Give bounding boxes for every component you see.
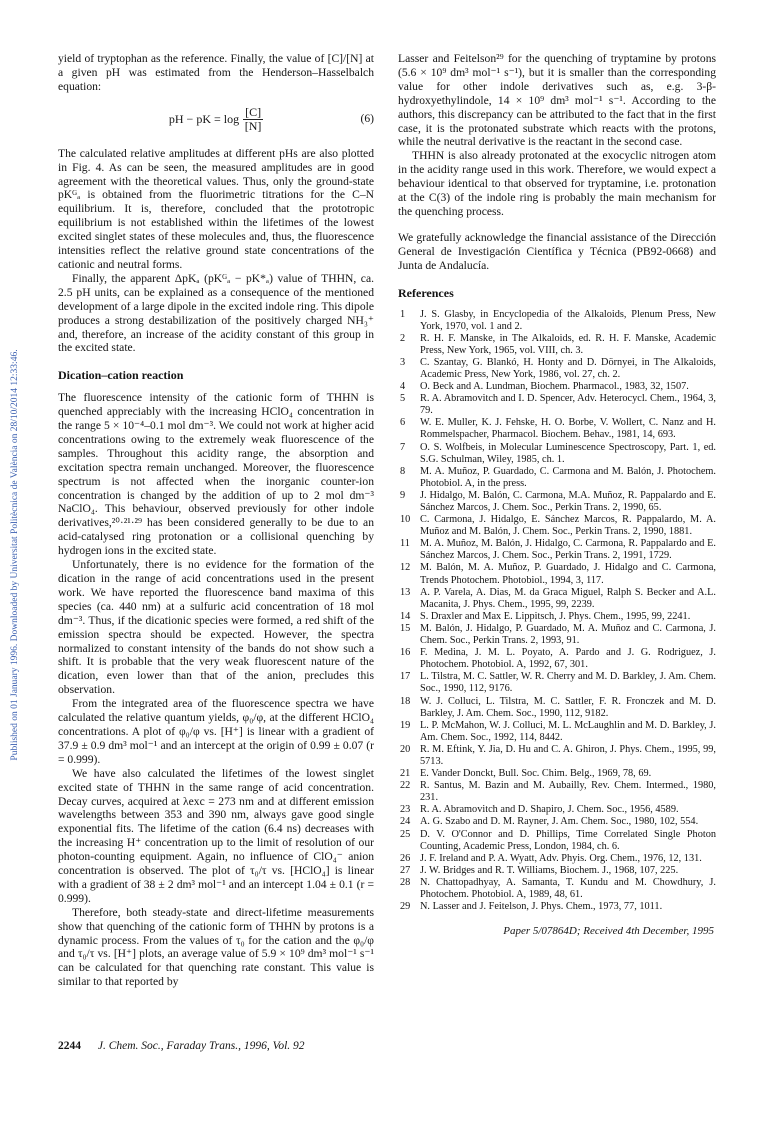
- references-heading: References: [398, 285, 454, 300]
- reference-text: J. S. Glasby, in Encyclopedia of the Alkaloids, Plenum Press, New York, 1970, vol. 1 and 2.: [420, 308, 716, 332]
- equation-denominator: [N]: [244, 119, 262, 134]
- journal-citation: J. Chem. Soc., Faraday Trans., 1996, Vol. 92: [97, 1040, 305, 1052]
- reference-text: J. Hidalgo, M. Balón, C. Carmona, M.A. Muñoz, R. Pappalardo and E. Sánchez Marcos, J. Chem. Soc., Perkin Trans. 2, 1990, 65.: [420, 489, 716, 513]
- reference-item: [398, 768, 716, 780]
- reference-text: C. Szantay, G. Blankó, H. Honty and D. Dörnyei, in The Alkaloids, Academic Press, New York, 1986, vol. 27, ch. 2.: [420, 356, 716, 380]
- reference-item: [398, 901, 716, 913]
- reference-item: [398, 417, 716, 441]
- body-paragraph: Unfortunately, there is no evidence for the formation of the dication in the range of acid concentrations used in the present work. We have reported the fluorescence band maxima of this species (ca. 440 nm) at a sulfuric acid concentration of 18 mol dm⁻³. Thus, if the dicationic species were formed, a red shift of the emission spectra should be expected. However, the spectra normalized to constant intensity of the bands do not show such a shift. It is probable that the very weak fluorescent nature of the dication, even lower than that of the anion, precludes this observation.: [58, 558, 374, 697]
- reference-text: F. Medina, J. M. L. Poyato, A. Pardo and J. G. Rodriguez, J. Photochem. Photobiol. A, 1992, 67, 301.: [420, 647, 716, 671]
- reference-text: R. H. F. Manske, in The Alkaloids, ed. R. H. F. Manske, Academic Press, New York, 1965, vol. VIII, ch. 3.: [420, 332, 716, 356]
- reference-number: 26: [400, 852, 411, 864]
- body-paragraph: THHN is also already protonated at the exocyclic nitrogen atom in the acidity range used in this work. Therefore, we would expect a behaviour identical to that observed for tryptamine, i.e. protonation at the C(3) of the indole ring is probably the main mechanism for the quenching process.: [398, 149, 716, 218]
- reference-item: [398, 696, 716, 720]
- body-paragraph: We have also calculated the lifetimes of the lowest singlet excited state of THHN in the same range of acid concentration. Decay curves, acquired at λexc = 273 nm and at different emission wavelengths between 353 and 390 nm, always gave good single exponential fits. The lifetime of the cation (6.4 ns) decreases with the increasing H⁺ concentration up to the limit of resolution of our photon-counting equipment. Again, no influence of ClO₄⁻ anion concentration is observed. The plot of τ₀/τ vs. [HClO₄] is linear with a gradient of 38 ± 2 dm³ mol⁻¹ and an intercept 1.04 ± 0.1 (r = 0.999).: [58, 766, 374, 905]
- reference-item: [398, 357, 716, 381]
- reference-text: R. A. Abramovitch and I. D. Spencer, Adv. Heterocycl. Chem., 1964, 3, 79.: [420, 393, 716, 417]
- reference-number: 9: [400, 489, 406, 501]
- reference-text: M. A. Muñoz, M. Balón, J. Hidalgo, C. Carmona, R. Pappalardo and E. Sánchez Marcos, J. Chem. Soc., Perkin Trans. 2, 1991, 1729.: [420, 538, 716, 562]
- body-paragraph: From the integrated area of the fluorescence spectra we have calculated the relative quantum yields, φ₀/φ, at the different HClO₄ concentrations. A plot of φ₀/φ vs. [H⁺] is linear with a gradient of 37.9 ± 0.9 dm³ mol⁻¹ and an intercept at the origin of 0.99 ± 0.07 (r = 0.999).: [58, 697, 374, 766]
- references-list: [398, 309, 716, 914]
- reference-number: 5: [400, 393, 406, 405]
- reference-text: O. Beck and A. Lundman, Biochem. Pharmacol., 1983, 32, 1507.: [420, 381, 689, 393]
- reference-item: [398, 309, 716, 333]
- reference-text: J. W. Bridges and R. T. Williams, Biochem. J., 1968, 107, 225.: [420, 864, 679, 876]
- reference-text: M. Balón, J. Hidalgo, P. Guardado, M. A. Muñoz and C. Carmona, J. Chem. Soc., Perkin Trans. 2, 1993, 91.: [420, 622, 716, 647]
- reference-number: 14: [400, 610, 411, 622]
- body-paragraph: Lasser and Feitelson²⁹ for the quenching of tryptamine by protons (5.6 × 10⁹ dm³ mol⁻¹ s⁻¹), but it is smaller than the corresponding value for other indole derivatives such as, e.g. 3-β-hydroxyethylindole, 14 × 10⁹ dm³ mol⁻¹ s⁻¹. According to the authors, this discrepancy can be attributed to the fact that in the first case, it is the protonated substrate which reacts with the protons, while the neutral derivative is the reactant in the second case.: [398, 52, 716, 149]
- reference-item: [398, 647, 716, 671]
- reference-text: R. M. Eftink, Y. Jia, D. Hu and C. A. Ghiron, J. Phys. Chem., 1995, 99, 5713.: [420, 743, 716, 767]
- reference-number: 8: [400, 465, 406, 477]
- reference-text: M. Balón, M. A. Muñoz, P. Guardado, J. Hidalgo and C. Carmona, Trends Photochem. Photobiol., 1994, 3, 117.: [420, 562, 716, 586]
- reference-number: 22: [400, 780, 411, 792]
- reference-text: N. Lasser and J. Feitelson, J. Phys. Chem., 1973, 77, 1011.: [420, 901, 663, 913]
- henderson-hasselbalch-equation: [58, 103, 374, 137]
- reference-number: 6: [400, 417, 406, 429]
- reference-item: [398, 611, 716, 623]
- page-number: 2244: [58, 1040, 81, 1052]
- reference-text: E. Vander Donckt, Bull. Soc. Chim. Belg., 1969, 78, 69.: [420, 768, 652, 780]
- reference-item: [398, 780, 716, 804]
- reference-number: 7: [400, 441, 406, 453]
- reference-number: 15: [400, 622, 411, 634]
- reference-item: [398, 829, 716, 853]
- reference-item: [398, 720, 716, 744]
- reference-text: J. F. Ireland and P. A. Wyatt, Adv. Phyis. Org. Chem., 1976, 12, 131.: [420, 852, 702, 864]
- reference-item: [398, 877, 716, 901]
- body-paragraph: The calculated relative amplitudes at different pHs are also plotted in Fig. 4. As can be seen, the measured amplitudes are in good agreement with the theoretical values. Thus, only the ground-state pKᴳₐ is obtained from the fluorimetric titrations for the C–N equilibrium. It is, therefore, concluded that the prototropic equilibrium is not established within the lifetimes of the lowest excited singlet states of these molecules and, thus, the fluorescence intensities reflect the relative ground state concentrations of the cationic and neutral forms.: [58, 146, 374, 271]
- reference-number: 20: [400, 743, 411, 755]
- reference-number: 2: [400, 332, 406, 344]
- reference-item: [398, 804, 716, 816]
- reference-number: 19: [400, 719, 411, 731]
- reference-item: [398, 490, 716, 514]
- reference-item: [398, 853, 716, 865]
- acknowledgement: We gratefully acknowledge the financial assistance of the Dirección General de Investigación Científica y Técnica (PB92-0668) and Junta de Andalucía.: [398, 230, 716, 272]
- intro-paragraph: yield of tryptophan as the reference. Finally, the value of [C]/[N] at a given pH was estimated from the Henderson–Hasselbalch equation:: [58, 52, 374, 93]
- page-footer: [58, 1040, 305, 1052]
- body-paragraph: Finally, the apparent ΔpKₐ (pKᴳₐ − pK*ₐ) value of THHN, ca. 2.5 pH units, can be explained as a consequence of the mentioned development of a large dipole in the excited indole ring. This dipole produces a strong destabilization of the positively charged NH₃⁺ and, therefore, an increase of the acidity constant of this group in the excited state.: [58, 271, 374, 355]
- download-watermark: Published on 01 January 1996. Downloaded by Universitat Politècnica de València on 28/10/2014 12:33:46.: [10, 349, 20, 761]
- reference-item: [398, 393, 716, 417]
- equation-numerator: [C]: [245, 105, 262, 120]
- equation-fraction: [243, 106, 263, 133]
- body-paragraph: The fluorescence intensity of the cationic form of THHN is quenched appreciably with the increasing HClO₄ concentration in the range 5 × 10⁻⁴–0.1 mol dm⁻³. We could not work at higher acid concentrations owing to the extremely weak fluorescence of the samples. Throughout this acidity range, the absorption and excitation spectra remain unchanged. Moreover, the fluorescence spectrum is not affected when the inorganic counter-ion concentration is changed by the addition of up to 2 mol dm⁻³ NaClO₄. This behaviour, observed previously for other indole derivatives,²⁰·²¹·²⁹ has been considered generally to be due to an acid-catalysed ring protonation or a collisional quenching by hydrogen ions in the excited state.: [58, 391, 374, 558]
- reference-text: A. G. Szabo and D. M. Rayner, J. Am. Chem. Soc., 1980, 102, 554.: [420, 816, 699, 828]
- reference-text: L. P. McMahon, W. J. Colluci, M. L. McLaughlin and M. D. Barkley, J. Am. Chem. Soc., 1992, 114, 8442.: [420, 719, 716, 743]
- reference-number: 17: [400, 671, 411, 683]
- reference-item: [398, 865, 716, 877]
- reference-item: [398, 816, 716, 828]
- reference-text: W. J. Colluci, L. Tilstra, M. C. Sattler, F. R. Fronczek and M. D. Barkley, J. Am. Chem. Soc., 1990, 112, 9182.: [420, 695, 716, 719]
- reference-text: R. A. Abramovitch and D. Shapiro, J. Chem. Soc., 1956, 4589.: [420, 804, 679, 816]
- received-note: Paper 5/07864D; Received 4th December, 1995: [503, 925, 714, 938]
- equation-lhs: pH − pK = log: [168, 111, 240, 126]
- reference-item: [398, 466, 716, 490]
- equation-number: (6): [360, 111, 374, 125]
- reference-number: 12: [400, 562, 411, 574]
- reference-number: 23: [400, 804, 411, 816]
- reference-number: 28: [400, 876, 411, 888]
- reference-text: S. Draxler and Max E. Lippitsch, J. Phys. Chem., 1995, 99, 2241.: [420, 610, 691, 622]
- reference-number: 21: [400, 768, 411, 780]
- reference-text: M. A. Muñoz, P. Guardado, C. Carmona and M. Balón, J. Photochem. Photobiol. A, in the press.: [420, 465, 716, 489]
- reference-item: [398, 623, 716, 647]
- section-heading: Dication–cation reaction: [58, 368, 184, 383]
- reference-text: O. S. Wolfbeis, in Molecular Luminescence Spectroscopy, Part. 1, ed. S.G. Schulman, Wiley, 1985, ch. 1.: [420, 441, 716, 465]
- reference-number: 24: [400, 816, 411, 828]
- reference-number: 25: [400, 828, 411, 840]
- reference-item: [398, 514, 716, 538]
- reference-text: N. Chattopadhyay, A. Samanta, T. Kundu and M. Chowdhury, J. Photochem. Photobiol. A, 1989, 48, 61.: [420, 876, 716, 900]
- reference-text: R. Santus, M. Bazin and M. Aubailly, Rev. Chem. Intermed., 1980, 231.: [420, 780, 716, 804]
- body-paragraph: Therefore, both steady-state and direct-lifetime measurements show that quenching of the cationic form of THHN by protons is a dynamic process. From the values of τ₀ for the cation and the φ₀/φ and τ₀/τ vs. [H⁺] plots, an average value of 5.9 × 10⁹ dm³ mol⁻¹ s⁻¹ can be calculated for that quenching rate constant. This value is similar to that reported by: [58, 905, 374, 989]
- reference-text: W. E. Muller, K. J. Fehske, H. O. Borbe, V. Wollert, C. Nanz and H. Rommelspacher, Pharmacol. Biochem. Behav., 1981, 14, 693.: [420, 417, 716, 441]
- reference-number: 16: [400, 647, 411, 659]
- reference-number: 18: [400, 695, 411, 707]
- reference-number: 3: [400, 356, 406, 368]
- reference-number: 1: [400, 308, 406, 320]
- right-column: [398, 52, 716, 939]
- left-column: [58, 52, 374, 989]
- reference-text: L. Tilstra, M. C. Sattler, W. R. Cherry and M. D. Barkley, J. Am. Chem. Soc., 1990, 112, 9176.: [420, 671, 716, 695]
- reference-item: [398, 442, 716, 466]
- reference-number: 11: [400, 538, 410, 550]
- reference-item: [398, 381, 716, 393]
- reference-text: A. P. Varela, A. Dias, M. da Graca Miguel, Ralph S. Becker and A.L. Macanita, J. Phys. Chem., 1995, 99, 2239.: [420, 586, 716, 610]
- reference-item: [398, 538, 716, 562]
- reference-item: [398, 587, 716, 611]
- reference-number: 4: [400, 381, 406, 393]
- reference-number: 29: [400, 901, 411, 913]
- reference-item: [398, 744, 716, 768]
- reference-text: C. Carmona, J. Hidalgo, E. Sánchez Marcos, R. Pappalardo, M. A. Muñoz and M. Balón, J. Chem. Soc., Perkin Trans. 2, 1990, 1881.: [420, 514, 716, 538]
- reference-item: [398, 671, 716, 695]
- reference-number: 27: [400, 864, 411, 876]
- reference-item: [398, 562, 716, 586]
- reference-number: 10: [400, 514, 411, 526]
- reference-number: 13: [400, 586, 411, 598]
- reference-text: D. V. O'Connor and D. Phillips, Time Correlated Single Photon Counting, Academic Press, London, 1984, ch. 6.: [420, 828, 716, 852]
- reference-item: [398, 333, 716, 357]
